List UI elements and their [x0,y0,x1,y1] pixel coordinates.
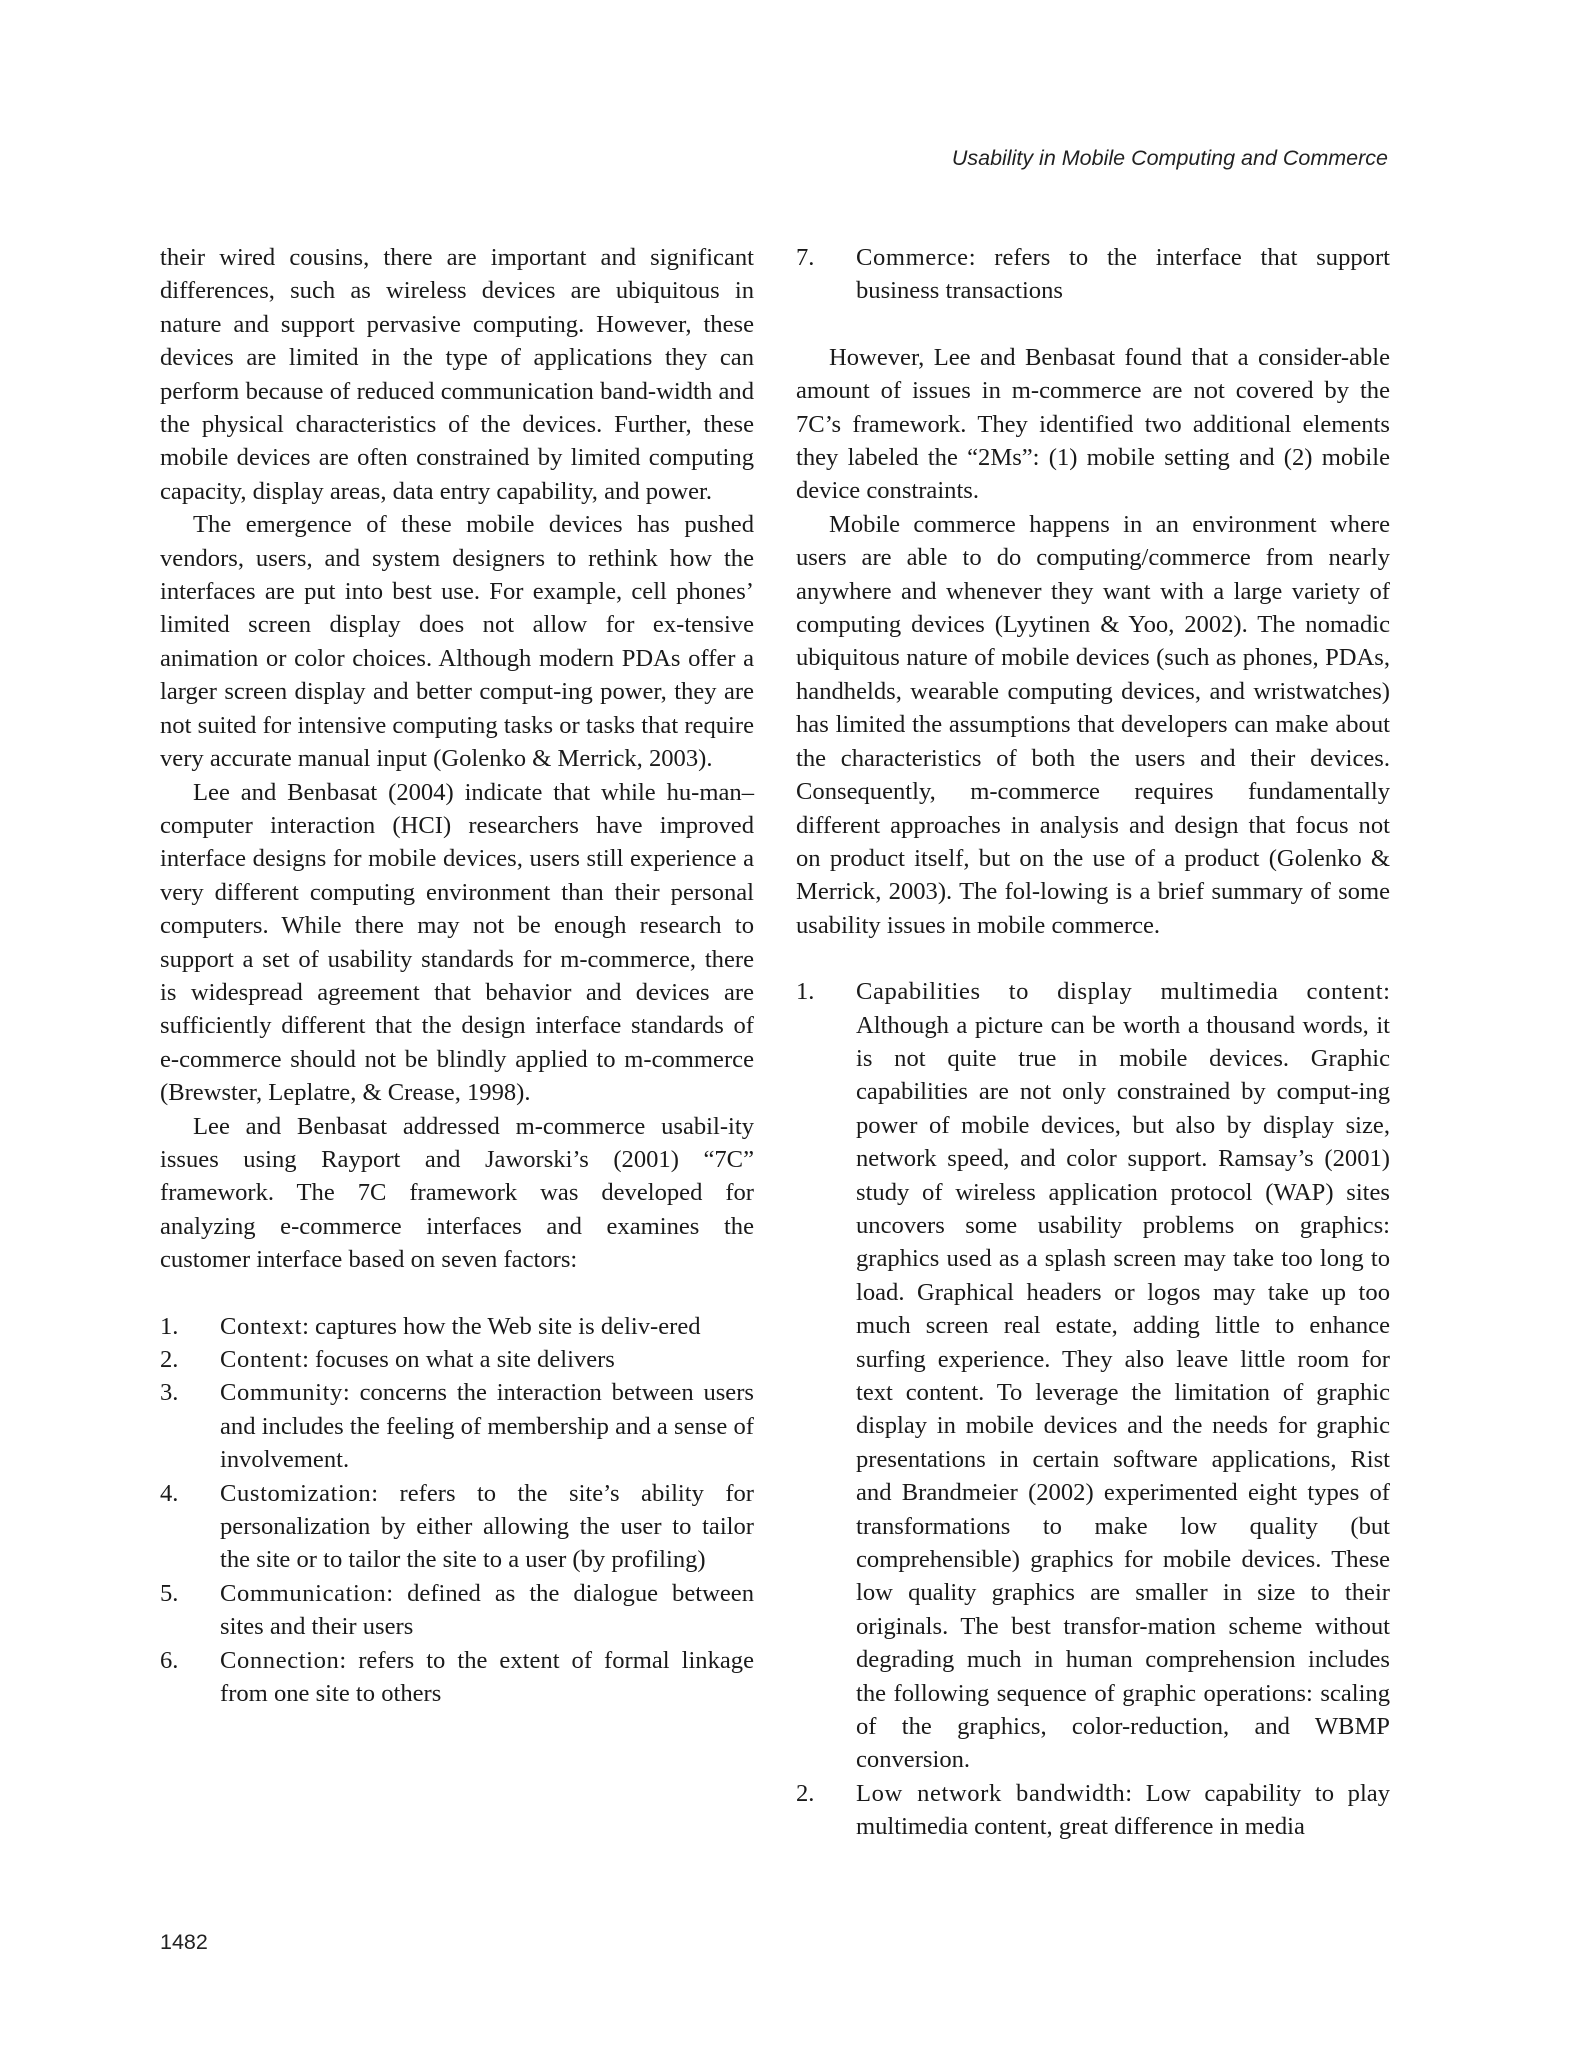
seven-c-list [160,1310,754,1711]
body-paragraph: However, Lee and Benbasat found that a consider-able amount of issues in m-commerce are not covered by the 7C’s framework. They identified two additional elements they labeled the “2Ms”: (1) mobile setting and (2) mobile device constraints. [796,343,1390,505]
list-term: Community [220,1379,343,1407]
list-term: Connection [220,1646,340,1674]
list-text: : concerns the interaction between users and includes the feeling of membership and a sense of involvement. [220,1379,754,1474]
list-text: : focuses on what a site delivers [302,1346,615,1373]
list-term: Commerce [856,244,969,271]
page-number: 1482 [160,1930,208,1954]
list-text: : refers to the site’s ability for personalization by either allowing the user to tailor the site or to tailor the site to a user (by profiling) [220,1479,754,1574]
list-term: Context [220,1312,303,1340]
list-text: : refers to the interface that support business transactions [856,244,1390,305]
list-number: 3. [160,1379,179,1407]
list-number: 7. [796,244,815,271]
list-number: 6. [160,1646,179,1674]
spacer [796,942,1390,975]
list-term: Capabilities to display multimedia content [856,978,1384,1006]
list-number: 2. [160,1346,179,1373]
body-paragraph: The emergence of these mobile devices has pushed vendors, users, and system designers to rethink how the interfaces are put into best use. For example, cell phones’ limited screen display does not allow for ex-tensive animation or color choices. Although modern PDAs offer a larger screen display and better comput-ing power, they are not suited for intensive computing tasks or tasks that require very accurate manual input (Golenko & Merrick, 2003). [160,511,754,773]
spacer [160,1277,754,1310]
list-item [796,975,1390,1777]
list-number: 2. [796,1779,815,1807]
list-item [160,1376,754,1476]
list-term: Customization [220,1479,372,1507]
usability-issues-list [796,975,1390,1844]
list-number: 1. [796,978,815,1006]
list-term: Low network bandwidth [856,1779,1126,1807]
list-number: 4. [160,1479,179,1507]
list-text: : Low capability to play multimedia content, great difference in media [856,1779,1390,1841]
list-item [160,1644,754,1711]
list-text: : refers to the extent of formal linkage from one site to others [220,1646,754,1708]
list-item [160,1577,754,1644]
right-column [796,241,1390,1844]
list-text: : defined as the dialogue between sites and their users [220,1579,754,1641]
body-paragraph: Mobile commerce happens in an environment where users are able to do computing/commerce from nearly anywhere and whenever they want with a large variety of computing devices (Lyytinen & Yoo, 2002). The nomadic ubiquitous nature of mobile devices (such as phones, PDAs, handhelds, wearable computing devices, and wristwatches) has limited the assumptions that developers can make about the characteristics of both the users and their devices. Consequently, m-commerce requires fundamentally different approaches in analysis and design that focus not on product itself, but on the use of a product (Golenko & Merrick, 2003). The fol-lowing is a brief summary of some usability issues in mobile commerce. [796,510,1390,939]
list-text: : Although a picture can be worth a thousand words, it is not quite true in mobile devices. Graphic capabilities are not only constrained by comput-ing power of mobile devices, but also by display size, network speed, and color support. Ramsay’s (2001) study of wireless application protocol (WAP) sites uncovers some usability problems on graphics: graphics used as a splash screen may take too long to load. Graphical headers or logos may take up too much screen real estate, adding little to enhance surfing experience. They also leave little room for text content. To leverage the limitation of graphic display in mobile devices and the needs for graphic presentations in certain software applications, Rist and Brandmeier (2002) experimented eight types of transformations to make low quality (but comprehensible) graphics for mobile devices. These low quality graphics are smaller in size to their originals. The best transfor-mation scheme without degrading much in human comprehension includes the following sequence of graphic operations: scaling of the graphics, color-reduction, and WBMP conversion. [856,978,1390,1774]
list-item [160,1343,754,1376]
body-paragraph: Lee and Benbasat addressed m-commerce usabil-ity issues using Rayport and Jaworski’s (2001) “7C” framework. The 7C framework was developed for analyzing e-commerce interfaces and examines the customer interface based on seven factors: [160,1112,754,1274]
list-item [796,1777,1390,1844]
list-number: 1. [160,1312,179,1340]
list-text: : captures how the Web site is deliv-ered [302,1312,701,1340]
left-column [160,241,754,1710]
list-item [160,1477,754,1577]
list-term: Content [220,1346,303,1373]
body-paragraph: their wired cousins, there are important and significant differences, such as wireless devices are ubiquitous in nature and support pervasive computing. However, these devices are limited in the type of applications they can perform because of reduced communication band-width and the physical characteristics of the devices. Further, these mobile devices are often constrained by limited computing capacity, display areas, data entry capability, and power. [160,244,754,505]
list-term: Communication [220,1579,387,1607]
body-paragraph: Lee and Benbasat (2004) indicate that while hu-man–computer interaction (HCI) researchers have improved interface designs for mobile devices, users still experience a very different computing environment than their personal computers. While there may not be enough research to support a set of usability standards for m-commerce, there is widespread agreement that behavior and devices are sufficiently different that the design interface standards of e-commerce should not be blindly applied to m-commerce (Brewster, Leplatre, & Crease, 1998). [160,778,754,1107]
running-head: Usability in Mobile Computing and Commerce [951,146,1388,170]
seven-c-list-continued [796,241,1390,308]
list-item [796,241,1390,308]
list-item [160,1310,754,1343]
spacer [796,308,1390,341]
list-number: 5. [160,1579,179,1607]
